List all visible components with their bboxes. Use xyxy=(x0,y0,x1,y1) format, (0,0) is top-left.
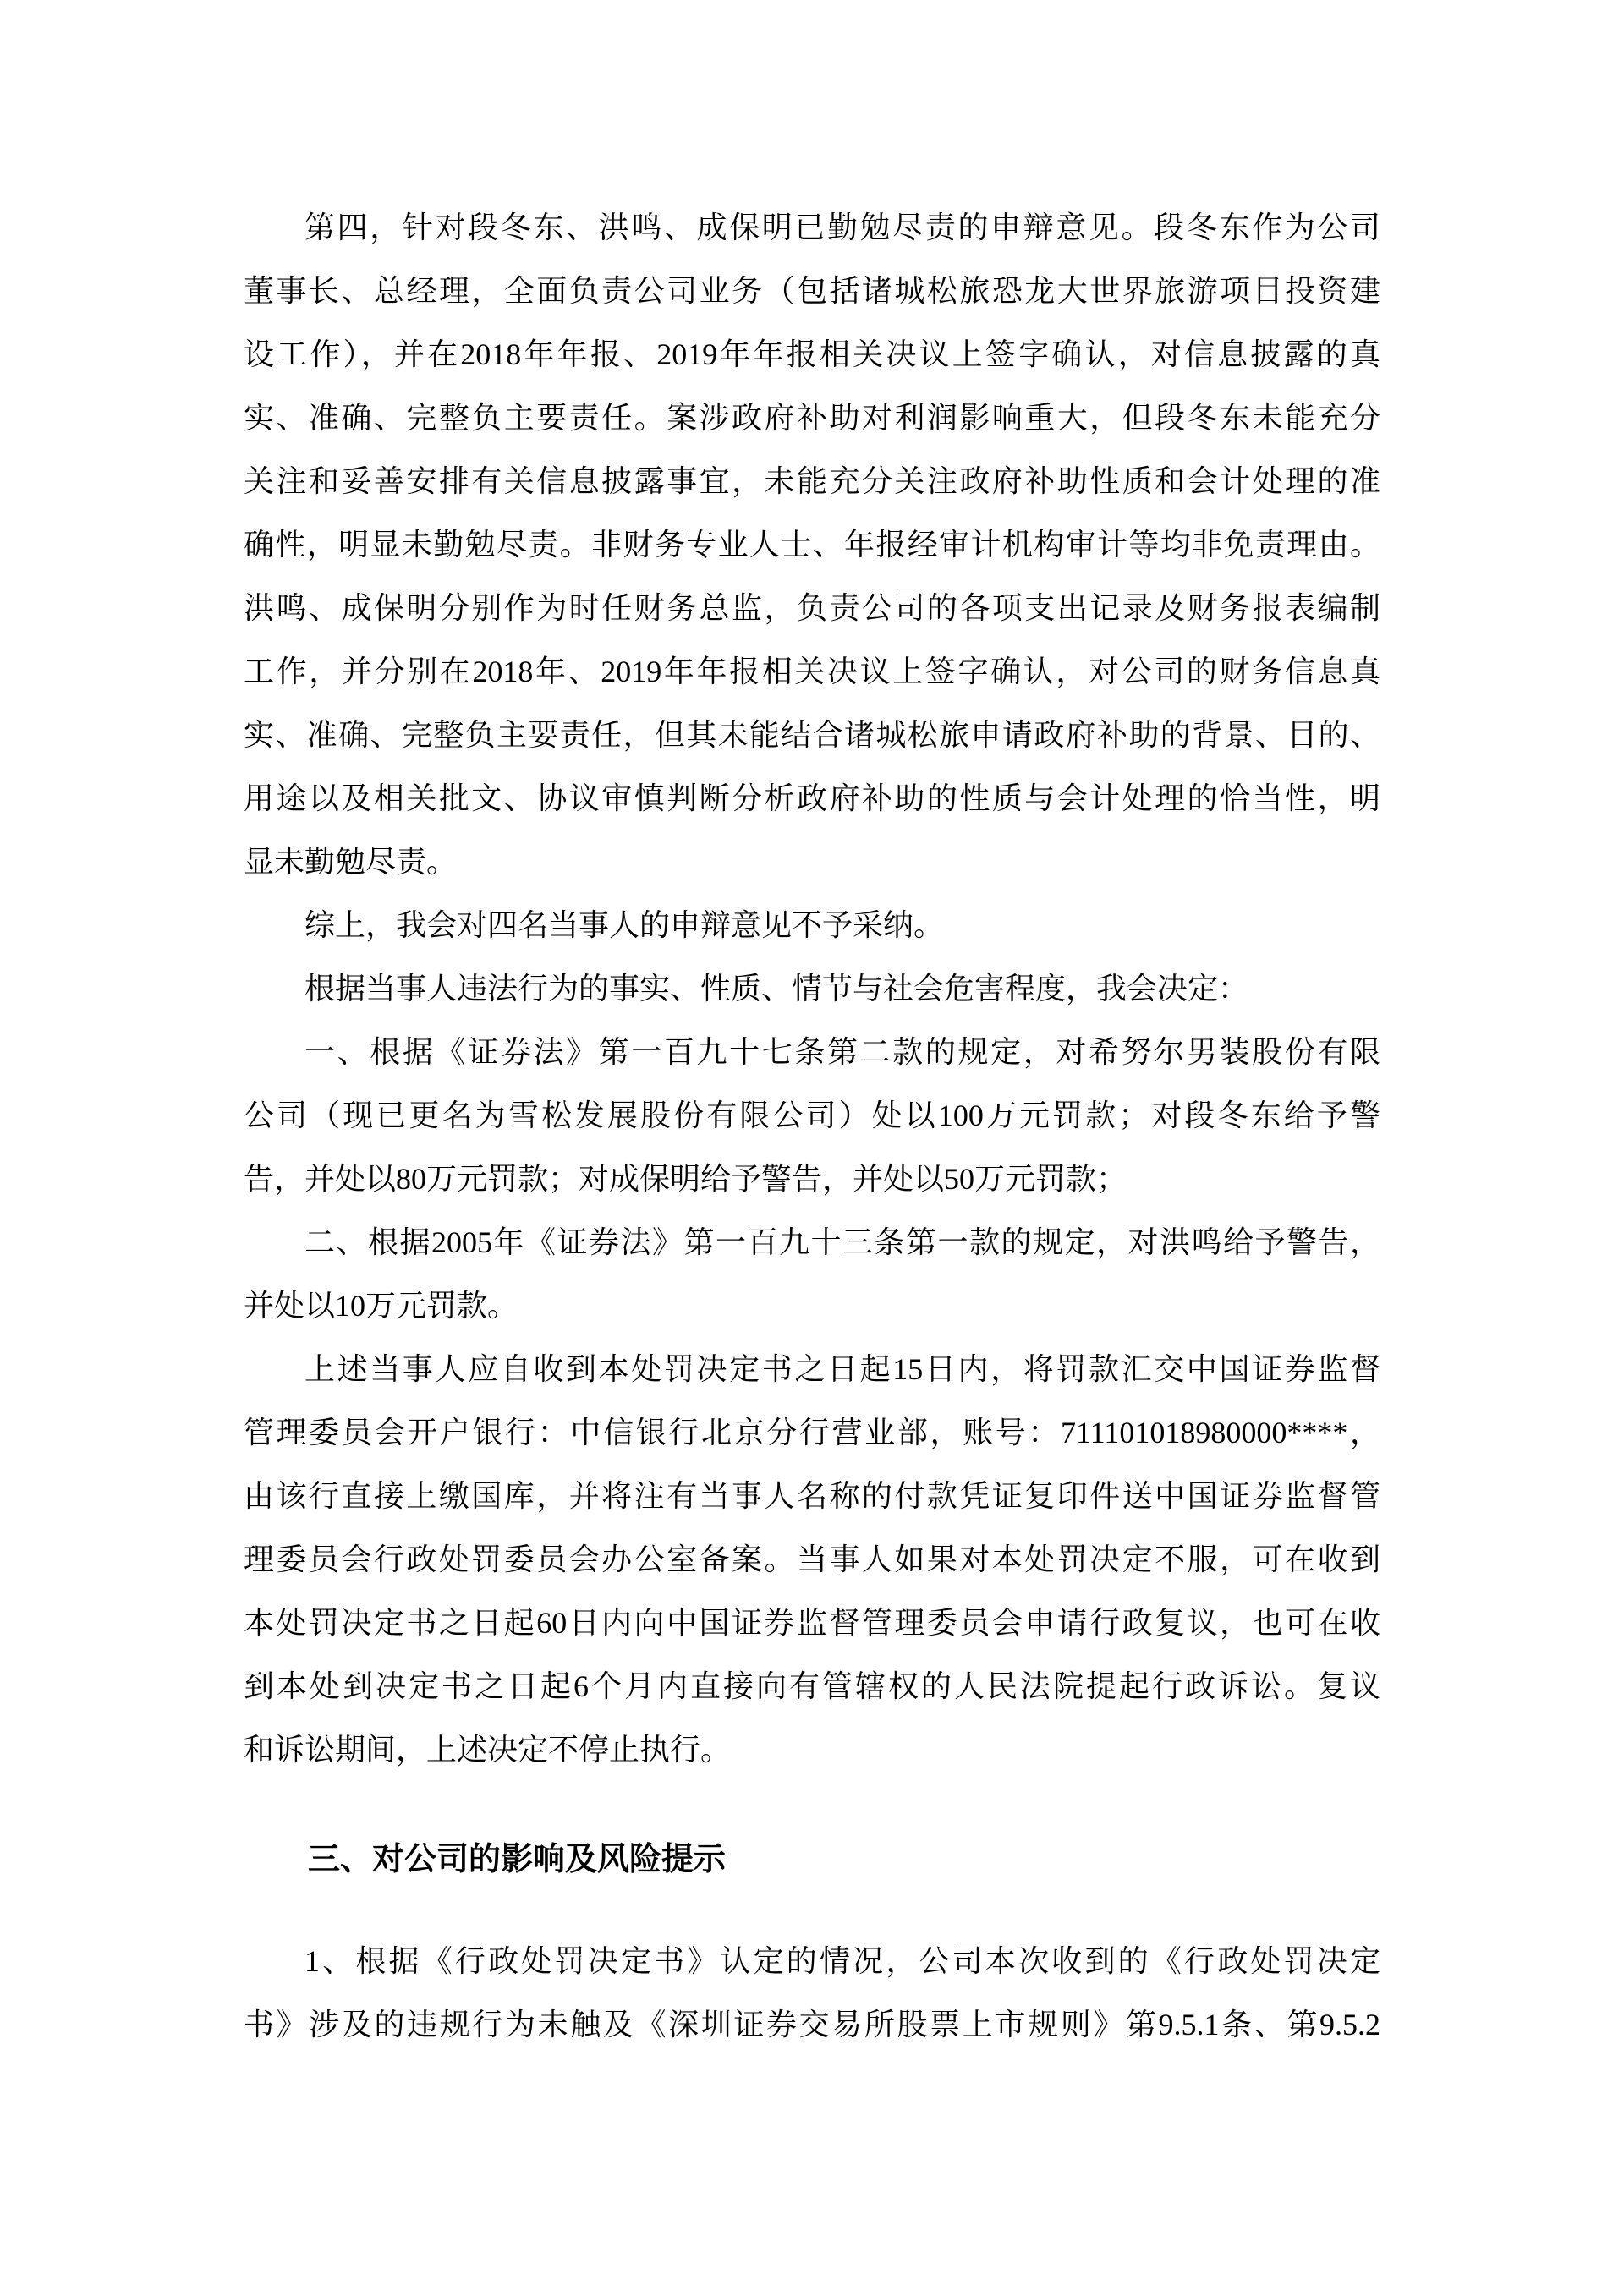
paragraph xyxy=(244,894,1380,957)
text-line: 实、准确、完整负主要责任，但其未能结合诸城松旅申请政府补助的背景、目的、 xyxy=(244,718,1380,752)
text-line: 显未勤勉尽责。 xyxy=(244,845,458,879)
paragraph xyxy=(244,957,1380,1021)
section-heading: 三、对公司的影响及风险提示 xyxy=(308,1842,727,1877)
text-line: 设工作），并在2018年年报、2019年年报相关决议上签字确认，对信息披露的真 xyxy=(244,337,1380,371)
body-paragraphs-before-heading xyxy=(244,196,1380,1782)
text-line: 1、根据《行政处罚决定书》认定的情况，公司本次收到的《行政处罚决定 xyxy=(304,1944,1380,1978)
text-line: 本处罚决定书之日起60日内向中国证券监督管理委员会申请行政复议，也可在收 xyxy=(244,1606,1380,1640)
text-line: 并处以10万元罚款。 xyxy=(244,1289,518,1323)
body-paragraphs-after-heading xyxy=(244,1930,1380,2057)
text-column xyxy=(244,196,1380,2057)
text-line: 关注和妥善安排有关信息披露事宜，未能充分关注政府补助性质和会计处理的准 xyxy=(244,464,1380,498)
text-line: 书》涉及的违规行为未触及《深圳证券交易所股票上市规则》第9.5.1条、第9.5.2 xyxy=(244,2008,1380,2041)
text-line: 由该行直接上缴国库，并将注有当事人名称的付款凭证复印件送中国证券监督管 xyxy=(244,1479,1380,1513)
text-line: 根据当事人违法行为的事实、性质、情节与社会危害程度，我会决定： xyxy=(304,972,1249,1006)
text-line: 用途以及相关批文、协议审慎判断分析政府补助的性质与会计处理的恰当性，明 xyxy=(244,781,1380,815)
text-line: 上述当事人应自收到本处罚决定书之日起15日内，将罚款汇交中国证券监督 xyxy=(304,1352,1380,1386)
text-line: 洪鸣、成保明分别作为时任财务总监，负责公司的各项支出记录及财务报表编制 xyxy=(244,591,1380,625)
text-line: 管理委员会开户银行：中信银行北京分行营业部，账号：711101018980000****， xyxy=(244,1416,1380,1449)
text-line: 到本处到决定书之日起6个月内直接向有管辖权的人民法院提起行政诉讼。复议 xyxy=(244,1669,1380,1703)
text-line: 董事长、总经理，全面负责公司业务（包括诸城松旅恐龙大世界旅游项目投资建 xyxy=(244,274,1380,308)
text-line: 工作，并分别在2018年、2019年年报相关决议上签字确认，对公司的财务信息真 xyxy=(244,655,1380,688)
text-line: 二、根据2005年《证券法》第一百九十三条第一款的规定，对洪鸣给予警告， xyxy=(304,1225,1380,1259)
text-line: 实、准确、完整负主要责任。案涉政府补助对利润影响重大，但段冬东未能充分 xyxy=(244,401,1380,435)
paragraph xyxy=(244,1021,1380,1211)
text-line: 一、根据《证券法》第一百九十七条第二款的规定，对希努尔男装股份有限 xyxy=(304,1035,1380,1069)
paragraph xyxy=(244,1930,1380,2057)
paragraph xyxy=(244,196,1380,894)
text-line: 综上，我会对四名当事人的申辩意见不予采纳。 xyxy=(304,908,945,942)
text-line: 确性，明显未勤勉尽责。非财务专业人士、年报经审计机构审计等均非免责理由。 xyxy=(244,528,1380,562)
text-line: 公司（现已更名为雪松发展股份有限公司）处以100万元罚款；对段冬东给予警 xyxy=(244,1099,1380,1132)
paragraph xyxy=(244,1211,1380,1338)
text-line: 第四，针对段冬东、洪鸣、成保明已勤勉尽责的申辩意见。段冬东作为公司 xyxy=(304,211,1380,244)
text-line: 告，并处以80万元罚款；对成保明给予警告，并处以50万元罚款； xyxy=(244,1162,1127,1196)
paragraph xyxy=(244,1338,1380,1782)
text-line: 和诉讼期间，上述决定不停止执行。 xyxy=(244,1733,732,1767)
text-line: 理委员会行政处罚委员会办公室备案。当事人如果对本处罚决定不服，可在收到 xyxy=(244,1543,1380,1576)
